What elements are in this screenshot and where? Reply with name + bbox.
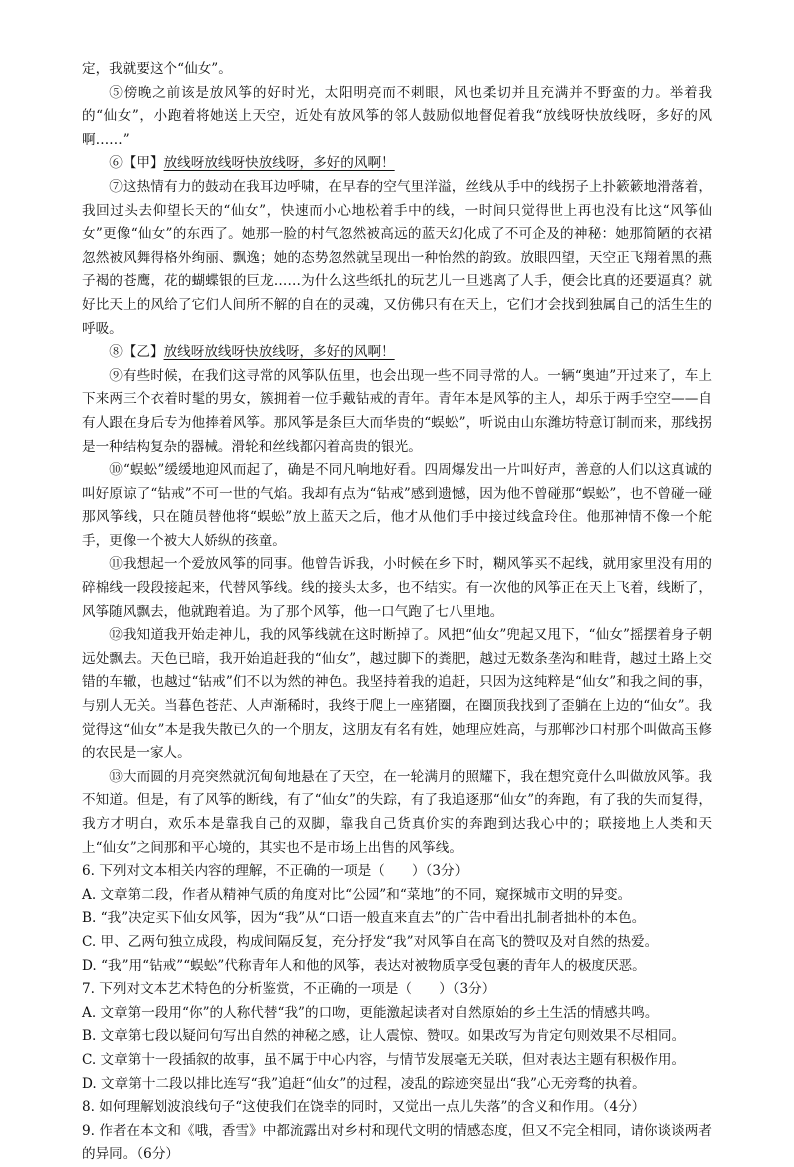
reading-passage — [82, 82, 712, 861]
paragraph-number: ⑨ — [109, 367, 123, 384]
passage-paragraph — [82, 459, 712, 553]
paragraph-number: ⑬ — [109, 768, 123, 785]
passage-paragraph — [82, 624, 712, 766]
question-item — [82, 1096, 712, 1120]
paragraph-text: 放线呀放线呀快放线呀，多好的风啊！ — [163, 344, 395, 361]
answer-option: C. 文章第十一段插叙的故事，虽不属于中心内容，与情节发展毫无关联，但对表达主题有积极作用。 — [82, 1051, 686, 1068]
paragraph-number: ⑩ — [109, 462, 123, 479]
passage-paragraph — [82, 365, 712, 459]
paragraph-number: ⑫ — [109, 627, 123, 644]
passage-paragraph — [82, 766, 712, 860]
paragraph-text: “蜈蚣”缓缓地迎风而起了，确是不同凡响地好看。四周爆发出一片叫好声，善意的人们以这真诚的叫好原谅了“钻戒”不可一世的气焰。我却有点为“钻戒”感到遗憾，因为他不曾碰那“蜈蚣”，也不曾碰一碰那风筝线，只在随员替他将“蜈蚣”放上蓝天之后，他才从他们手中接过线盒玲住。他那神情不像一个舵手，更像一个被大人娇纵的孩童。 — [82, 462, 712, 549]
paragraph-number: ⑦ — [109, 178, 123, 195]
paragraph-text: 放线呀放线呀快放线呀，多好的风啊！ — [163, 155, 395, 172]
question-stem: 9. 作者在本文和《哦，香雪》中都流露出对乡村和现代文明的情感态度，但又不完全相同，请你谈谈两者的异同。（6分） — [82, 1122, 712, 1163]
passage-paragraph — [82, 152, 712, 176]
paragraph-number: ⑤ — [109, 84, 124, 101]
paragraph-marker: 【乙】 — [122, 344, 164, 361]
question-item — [82, 978, 712, 1096]
answer-option: A. 文章第一段用“你”的人称代替“我”的口吻，更能激起读者对自然原始的乡土生活的情感共鸣。 — [82, 1004, 659, 1021]
passage-paragraph — [82, 176, 712, 341]
passage-paragraph — [82, 553, 712, 624]
paragraph-marker: 【甲】 — [122, 155, 164, 172]
paragraph-text: 这热情有力的鼓动在我耳边呼啸，在早春的空气里洋溢，丝线从手中的线拐子上扑簌簌地滑落着，我回过头去仰望长天的“仙女”，快速而小心地松着手中的线，一时间只觉得世上再也没有比这“风筝仙女”更像“仙女”的东西了。她那一脸的村气忽然被高远的蓝天幻化成了不可企及的神秘：她那简陋的衣裙忽然被风舞得格外绚丽、飘逸；她的态势忽然就呈现出一种怡然的韵致。放眼四望，天空正飞翔着黑的燕子褐的苍鹰，花的蝴蝶银的巨龙……为什么这些纸扎的玩艺儿一旦逃离了人手，便会比真的还要逼真？就好比天上的风给了它们人间所不解的自在的灵魂，又仿佛只有在天上，它们才会找到独属自己的活生生的呼吸。 — [82, 178, 712, 337]
paragraph-number: ⑧ — [109, 344, 123, 361]
continuation-line: 定，我就要这个“仙女”。 — [82, 61, 232, 77]
answer-option: B. 文章第七段以疑问句写出自然的神秘之感，让人震惊、赞叹。如果改写为肯定句则效果不尽相同。 — [82, 1028, 686, 1045]
paragraph-text: 大而圆的月亮突然就沉甸甸地悬在了天空，在一轮满月的照耀下，我在想究竟什么叫做放风筝。我不知道。但是，有了风筝的断线，有了“仙女”的失踪，有了我追逐那“仙女”的奔跑，有了我的失而复得，我方才明白，欢乐本是靠我自己的双脚，靠我自己货真价实的奔跑到达我心中的；联接地上人类和天上“仙女”之间那和平心境的，其实也不是市场上出售的风筝线。 — [82, 768, 712, 856]
question-stem: 6. 下列对文本相关内容的理解，不正确的一项是（ ）（3分） — [82, 863, 469, 880]
paragraph-text: 傍晚之前该是放风筝的好时光，太阳明亮而不刺眼，风也柔切并且充满并不野蛮的力。举着我的“仙女”，小跑着将她送上天空，近处有放风筝的邻人鼓励似地督促着我“放线呀快放线呀，多好的风啊……” — [82, 84, 713, 148]
question-stem: 8. 如何理解划波浪线句子“这使我们在饶幸的同时，又觉出一点儿失落”的含义和作用。（4分） — [82, 1099, 646, 1116]
passage-paragraph — [82, 341, 712, 365]
paragraph-text: 我想起一个爱放风筝的同事。他曾告诉我，小时候在乡下时，糊风筝买不起线，就用家里没有用的碎棉线一段段接起来，代替风筝线。线的接头太多，也不结实。有一次他的风筝正在天上飞着，线断了，风筝随风飘去，他就跑着追。为了那个风筝，他一口气跑了七八里地。 — [82, 556, 712, 620]
paragraph-number: ⑪ — [109, 556, 123, 573]
question-item — [82, 860, 712, 978]
question-list — [82, 860, 712, 1167]
answer-option: B. “我”决定买下仙女风筝，因为“我”从“口语一般直来直去”的广告中看出扎制者拙朴的本色。 — [82, 910, 646, 927]
passage-paragraph — [82, 82, 712, 153]
answer-option: D. “我”用“钻戒”“蜈蚣”代称青年人和他的风筝，表达对被物质享受包裹的青年人的极度厌恶。 — [82, 957, 646, 974]
answer-option: C. 甲、乙两句独立成段，构成间隔反复，充分抒发“我”对风筝自在高飞的赞叹及对自然的热爱。 — [82, 933, 659, 950]
paragraph-text: 我知道我开始走神儿，我的风筝线就在这时断掉了。风把“仙女”兜起又甩下，“仙女”摇摆着身子朝远处飘去。天色已暗，我开始追赶我的“仙女”，越过脚下的粪肥，越过无数条垄沟和畦背，越过土路上交错的车辙，也越过“钻戒”们不以为然的神色。我坚持着我的追赶，只因为这纯粹是“仙女”和我之间的事，与别人无关。当暮色苍茫、人声渐稀时，我终于爬上一座猪圈，在圈顶我找到了歪躺在上边的“仙女”。我觉得这“仙女”本是我失散已久的一个朋友，这朋友有名有姓，她理应姓高，与那郸沙口村那个叫做高玉修的农民是一家人。 — [82, 627, 713, 762]
question-stem: 7. 下列对文本艺术特色的分析鉴赏，不正确的一项是（ ）（3分） — [82, 981, 496, 998]
paragraph-number: ⑥ — [109, 155, 123, 172]
answer-option: D. 文章第十二段以排比连写“我”追赶“仙女”的过程，凌乱的踪迹突显出“我”心无旁骛的执着。 — [82, 1075, 646, 1092]
paragraph-text: 有些时候，在我们这寻常的风筝队伍里，也会出现一些不同寻常的人。一辆“奥迪”开过来了，车上下来两三个衣着时髦的男女，簇拥着一位手戴钻戒的青年。青年本是风筝的主人，却乐于两手空空——自有人跟在身后专为他捧着风筝。那风筝是条巨大而华贵的“蜈蚣”，听说由山东潍坊特意订制而来，那线拐是一种结构复杂的器械。滑轮和丝线都闪着高贵的银光。 — [82, 367, 712, 455]
answer-option: A. 文章第二段，作者从精神气质的角度对比“公园”和“菜地”的不同，窥探城市文明的异变。 — [82, 886, 632, 903]
question-item — [82, 1120, 712, 1167]
